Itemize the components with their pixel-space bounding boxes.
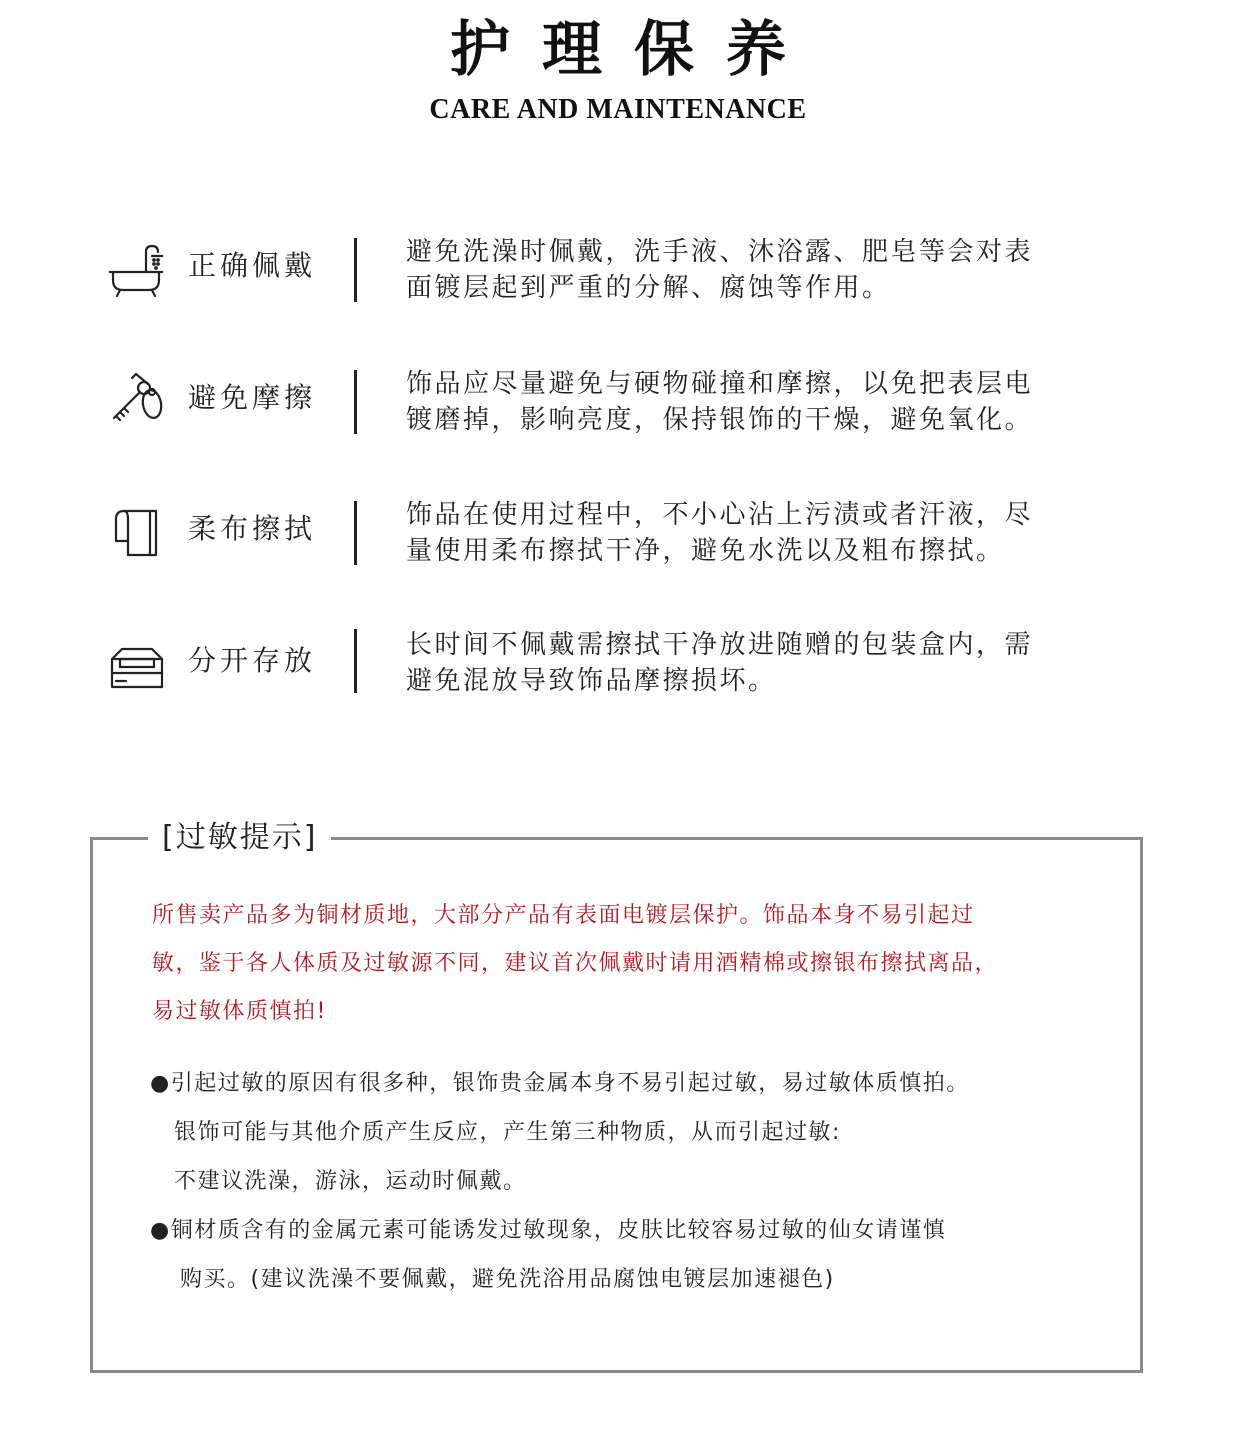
care-item-description: 避免洗澡时佩戴，洗手液、沐浴露、肥皂等会对表 面镀层起到严重的分解、腐蚀等作用。	[406, 237, 1034, 303]
bullet-item-continued: 不建议洗澡，游泳，运动时佩戴。	[174, 1169, 527, 1194]
care-item-description: 饰品应尽量避免与硬物碰撞和摩擦，以免把表层电 镀磨掉，影响亮度，保持银饰的干燥，避免氧化。	[406, 369, 1034, 435]
page-subtitle: CARE AND MAINTENANCE	[429, 94, 807, 125]
bullet-item: ●铜材质含有的金属元素可能诱发过敏现象，皮肤比较容易过敏的仙女请谨慎	[150, 1218, 947, 1243]
divider	[354, 629, 357, 693]
care-item-wipe	[0, 493, 1236, 573]
page-title: 护理保养	[450, 15, 818, 85]
care-item-label: 柔布擦拭	[188, 512, 317, 545]
care-item-storage	[0, 623, 1236, 703]
keys-icon	[106, 370, 166, 430]
allergy-notice-title: [过敏提示]	[148, 816, 331, 860]
allergy-warning: 所售卖产品多为铜材质地，大部分产品有表面电镀层保护。饰品本身不易引起过 敏，鉴于各人体质及过敏源不同，建议首次佩戴时请用酒精棉或擦银布擦拭离品， 易过敏体质慎拍!	[152, 903, 999, 1024]
towel-icon	[106, 501, 166, 561]
care-item-label: 正确佩戴	[188, 249, 317, 282]
box-icon	[106, 633, 166, 693]
care-item-description: 饰品在使用过程中，不小心沾上污渍或者汗液，尽 量使用柔布擦拭干净，避免水洗以及粗布擦拭。	[406, 500, 1034, 566]
care-item-wear	[0, 230, 1236, 310]
care-item-friction	[0, 362, 1236, 442]
care-item-description: 长时间不佩戴需擦拭干净放进随赠的包装盒内，需 避免混放导致饰品摩擦损坏。	[406, 630, 1034, 696]
divider	[354, 238, 357, 302]
bullet-item-continued: 银饰可能与其他介质产生反应，产生第三种物质，从而引起过敏:	[174, 1120, 841, 1145]
care-item-label: 避免摩擦	[188, 381, 317, 414]
care-item-label: 分开存放	[188, 644, 317, 677]
bathtub-icon	[106, 238, 166, 298]
allergy-bullets	[150, 1059, 1110, 1304]
divider	[354, 501, 357, 565]
bullet-item: ●引起过敏的原因有很多种，银饰贵金属本身不易引起过敏，易过敏体质慎拍。	[150, 1071, 970, 1096]
divider	[354, 370, 357, 434]
bullet-item-continued: 购买。(建议洗澡不要佩戴，避免洗浴用品腐蚀电镀层加速褪色)	[180, 1267, 835, 1292]
